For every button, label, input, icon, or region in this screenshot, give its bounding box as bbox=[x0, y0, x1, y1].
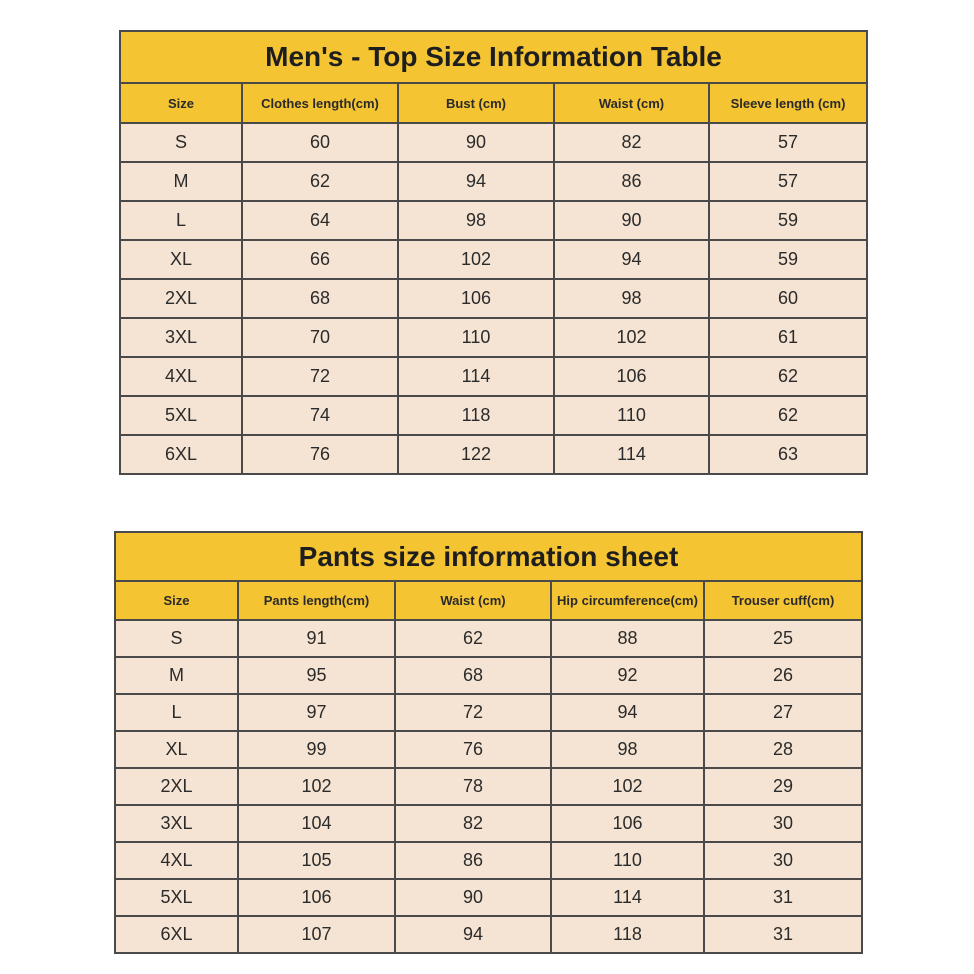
pants-value-cell: 27 bbox=[704, 694, 862, 731]
top-table-row bbox=[120, 201, 867, 240]
top-value-cell: 62 bbox=[242, 162, 398, 201]
pants-column-header: Pants length(cm) bbox=[238, 581, 395, 620]
pants-value-cell: 106 bbox=[551, 805, 704, 842]
pants-value-cell: 94 bbox=[395, 916, 551, 953]
pants-value-cell: 28 bbox=[704, 731, 862, 768]
top-value-cell: 86 bbox=[554, 162, 709, 201]
top-table-row bbox=[120, 240, 867, 279]
pants-value-cell: 31 bbox=[704, 879, 862, 916]
top-table-row bbox=[120, 435, 867, 474]
pants-table-row bbox=[115, 731, 862, 768]
top-value-cell: 62 bbox=[709, 396, 867, 435]
top-value-cell: 106 bbox=[554, 357, 709, 396]
top-value-cell: 94 bbox=[398, 162, 554, 201]
top-column-header: Waist (cm) bbox=[554, 83, 709, 123]
pants-size-cell: XL bbox=[115, 731, 238, 768]
pants-size-cell: L bbox=[115, 694, 238, 731]
top-value-cell: 61 bbox=[709, 318, 867, 357]
pants-size-cell: 4XL bbox=[115, 842, 238, 879]
pants-value-cell: 91 bbox=[238, 620, 395, 657]
top-value-cell: 114 bbox=[554, 435, 709, 474]
pants-value-cell: 99 bbox=[238, 731, 395, 768]
top-value-cell: 98 bbox=[398, 201, 554, 240]
top-size-cell: L bbox=[120, 201, 242, 240]
top-size-cell: XL bbox=[120, 240, 242, 279]
pants-column-header: Trouser cuff(cm) bbox=[704, 581, 862, 620]
top-column-header: Sleeve length (cm) bbox=[709, 83, 867, 123]
pants-title-row bbox=[115, 532, 862, 581]
pants-table-row bbox=[115, 805, 862, 842]
top-value-cell: 59 bbox=[709, 240, 867, 279]
top-value-cell: 82 bbox=[554, 123, 709, 162]
top-value-cell: 60 bbox=[709, 279, 867, 318]
pants-value-cell: 104 bbox=[238, 805, 395, 842]
pants-table-row bbox=[115, 879, 862, 916]
top-value-cell: 59 bbox=[709, 201, 867, 240]
top-value-cell: 76 bbox=[242, 435, 398, 474]
pants-value-cell: 72 bbox=[395, 694, 551, 731]
pants-value-cell: 102 bbox=[551, 768, 704, 805]
pants-value-cell: 110 bbox=[551, 842, 704, 879]
top-value-cell: 102 bbox=[398, 240, 554, 279]
top-value-cell: 63 bbox=[709, 435, 867, 474]
pants-value-cell: 94 bbox=[551, 694, 704, 731]
top-value-cell: 72 bbox=[242, 357, 398, 396]
top-value-cell: 57 bbox=[709, 123, 867, 162]
pants-size-cell: 2XL bbox=[115, 768, 238, 805]
pants-column-header: Hip circumference(cm) bbox=[551, 581, 704, 620]
pants-size-table bbox=[114, 531, 863, 954]
top-title-row bbox=[120, 31, 867, 83]
top-value-cell: 122 bbox=[398, 435, 554, 474]
top-table-row bbox=[120, 123, 867, 162]
pants-value-cell: 88 bbox=[551, 620, 704, 657]
top-size-cell: M bbox=[120, 162, 242, 201]
pants-value-cell: 78 bbox=[395, 768, 551, 805]
top-value-cell: 90 bbox=[554, 201, 709, 240]
pants-table-row bbox=[115, 916, 862, 953]
pants-value-cell: 26 bbox=[704, 657, 862, 694]
top-size-cell: 3XL bbox=[120, 318, 242, 357]
top-value-cell: 62 bbox=[709, 357, 867, 396]
pants-value-cell: 95 bbox=[238, 657, 395, 694]
pants-table-row bbox=[115, 842, 862, 879]
pants-value-cell: 62 bbox=[395, 620, 551, 657]
top-size-cell: 5XL bbox=[120, 396, 242, 435]
top-size-cell: S bbox=[120, 123, 242, 162]
top-table-row bbox=[120, 357, 867, 396]
pants-column-header: Size bbox=[115, 581, 238, 620]
top-value-cell: 114 bbox=[398, 357, 554, 396]
pants-value-cell: 29 bbox=[704, 768, 862, 805]
pants-value-cell: 114 bbox=[551, 879, 704, 916]
pants-value-cell: 30 bbox=[704, 842, 862, 879]
pants-value-cell: 86 bbox=[395, 842, 551, 879]
top-header-row bbox=[120, 83, 867, 123]
top-value-cell: 98 bbox=[554, 279, 709, 318]
top-size-cell: 6XL bbox=[120, 435, 242, 474]
top-value-cell: 74 bbox=[242, 396, 398, 435]
top-value-cell: 66 bbox=[242, 240, 398, 279]
pants-table-row bbox=[115, 694, 862, 731]
top-size-cell: 4XL bbox=[120, 357, 242, 396]
top-column-header: Clothes length(cm) bbox=[242, 83, 398, 123]
top-value-cell: 64 bbox=[242, 201, 398, 240]
pants-value-cell: 102 bbox=[238, 768, 395, 805]
top-table-row bbox=[120, 396, 867, 435]
top-value-cell: 90 bbox=[398, 123, 554, 162]
pants-value-cell: 105 bbox=[238, 842, 395, 879]
top-value-cell: 68 bbox=[242, 279, 398, 318]
pants-value-cell: 76 bbox=[395, 731, 551, 768]
pants-table-title: Pants size information sheet bbox=[115, 532, 862, 581]
top-table-body bbox=[120, 31, 867, 474]
pants-value-cell: 82 bbox=[395, 805, 551, 842]
top-table-title: Men's - Top Size Information Table bbox=[120, 31, 867, 83]
pants-value-cell: 68 bbox=[395, 657, 551, 694]
pants-size-cell: M bbox=[115, 657, 238, 694]
top-value-cell: 118 bbox=[398, 396, 554, 435]
pants-value-cell: 25 bbox=[704, 620, 862, 657]
pants-column-header: Waist (cm) bbox=[395, 581, 551, 620]
pants-size-cell: S bbox=[115, 620, 238, 657]
top-value-cell: 110 bbox=[554, 396, 709, 435]
pants-value-cell: 97 bbox=[238, 694, 395, 731]
pants-size-cell: 6XL bbox=[115, 916, 238, 953]
top-value-cell: 110 bbox=[398, 318, 554, 357]
top-column-header: Size bbox=[120, 83, 242, 123]
pants-size-cell: 3XL bbox=[115, 805, 238, 842]
pants-header-row bbox=[115, 581, 862, 620]
pants-table-row bbox=[115, 620, 862, 657]
top-column-header: Bust (cm) bbox=[398, 83, 554, 123]
pants-size-cell: 5XL bbox=[115, 879, 238, 916]
top-value-cell: 60 bbox=[242, 123, 398, 162]
pants-value-cell: 92 bbox=[551, 657, 704, 694]
pants-value-cell: 90 bbox=[395, 879, 551, 916]
top-value-cell: 70 bbox=[242, 318, 398, 357]
top-value-cell: 94 bbox=[554, 240, 709, 279]
top-size-cell: 2XL bbox=[120, 279, 242, 318]
top-value-cell: 102 bbox=[554, 318, 709, 357]
pants-table-row bbox=[115, 657, 862, 694]
top-table-row bbox=[120, 162, 867, 201]
pants-value-cell: 31 bbox=[704, 916, 862, 953]
pants-table-row bbox=[115, 768, 862, 805]
pants-value-cell: 98 bbox=[551, 731, 704, 768]
pants-table-body bbox=[115, 532, 862, 953]
pants-value-cell: 106 bbox=[238, 879, 395, 916]
top-value-cell: 106 bbox=[398, 279, 554, 318]
pants-value-cell: 118 bbox=[551, 916, 704, 953]
top-table-row bbox=[120, 279, 867, 318]
top-size-table bbox=[119, 30, 868, 475]
pants-value-cell: 30 bbox=[704, 805, 862, 842]
pants-value-cell: 107 bbox=[238, 916, 395, 953]
top-value-cell: 57 bbox=[709, 162, 867, 201]
top-table-row bbox=[120, 318, 867, 357]
